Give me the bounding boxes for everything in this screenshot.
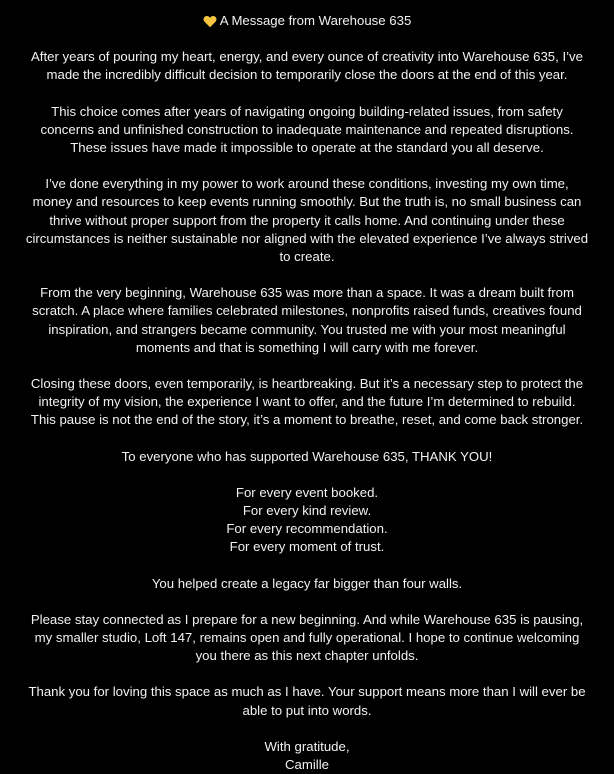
paragraph-line: For every event booked.: [235, 484, 379, 500]
paragraph-line: integrity of my vision, the experience I want to offer, and the future I’m determined to rebuild.: [38, 394, 576, 410]
paragraph-line: concerns and unfinished construction to inadequate maintenance and repeated disruptions.: [40, 121, 574, 137]
paragraph-line: To everyone who has supported Warehouse 635, THANK YOU!: [121, 448, 493, 464]
page-title: A Message from Warehouse 635: [219, 13, 412, 28]
message-paragraph: [20, 103, 594, 158]
paragraph-line: These issues have made it impossible to operate at the standard you all deserve.: [70, 140, 544, 156]
message-paragraph: [20, 611, 594, 666]
paragraph-line: This pause is not the end of the story, it’s a moment to breathe, reset, and come back stronger.: [30, 412, 584, 428]
paragraph-line: made the incredibly difficult decision to temporarily close the doors at the end of this year.: [46, 67, 568, 83]
message-paragraph: [20, 284, 594, 357]
paragraph-line: circumstances is neither sustainable nor aligned with the elevated experience I’ve always strived: [25, 230, 589, 246]
paragraph-line: to create.: [279, 249, 335, 265]
paragraph-line: my smaller studio, Loft 147, remains open and fully operational. I hope to continue welcoming: [34, 630, 580, 646]
signoff-closing: With gratitude,: [264, 738, 350, 754]
yellow-heart-icon: [203, 15, 217, 28]
signoff-name: Camille: [285, 757, 329, 773]
message-body: [20, 48, 594, 720]
paragraph-line: Closing these doors, even temporarily, is heartbreaking. But it’s a necessary step to protect the: [30, 376, 584, 392]
paragraph-line: You helped create a legacy far bigger than four walls.: [151, 575, 463, 591]
paragraph-line: From the very beginning, Warehouse 635 was more than a space. It was a dream built from: [40, 285, 574, 301]
paragraph-line: thrive without proper support from the property it calls home. And continuing under these: [49, 212, 565, 228]
signoff: [20, 738, 594, 774]
message-paragraph: [20, 48, 594, 84]
title-row: [20, 12, 594, 30]
paragraph-line: After years of pouring my heart, energy, and every ounce of creativity into Warehouse 635, I’ve: [31, 49, 583, 65]
paragraph-line: Please stay connected as I prepare for a new beginning. And while Warehouse 635 is pausing,: [30, 611, 584, 627]
paragraph-line: moments and that is something I will carry with me forever.: [135, 339, 479, 355]
paragraph-line: For every kind review.: [242, 503, 372, 519]
paragraph-line: money and resources to keep events running smoothly. But the truth is, no small business can: [32, 194, 582, 210]
paragraph-line: For every recommendation.: [226, 521, 388, 537]
message-paragraph: [20, 484, 594, 557]
paragraph-line: able to put into words.: [242, 702, 372, 718]
paragraph-line: scratch. A place where families celebrated milestones, nonprofits raised funds, creatives found: [32, 303, 582, 319]
paragraph-line: This choice comes after years of navigating ongoing building-related issues, from safety: [51, 103, 563, 119]
paragraph-line: inspiration, and strangers became community. You trusted me with your most meaningful: [48, 321, 566, 337]
paragraph-line: you there as this next chapter unfolds.: [195, 648, 419, 664]
paragraph-line: I’ve done everything in my power to work around these conditions, investing my own time,: [45, 176, 569, 192]
message-paragraph: [20, 175, 594, 266]
message-paragraph: [20, 448, 594, 466]
message-paragraph: [20, 375, 594, 430]
paragraph-line: For every moment of trust.: [229, 539, 385, 555]
message-paragraph: [20, 683, 594, 719]
paragraph-line: Thank you for loving this space as much as I have. Your support means more than I will ever be: [28, 684, 586, 700]
message-paragraph: [20, 575, 594, 593]
